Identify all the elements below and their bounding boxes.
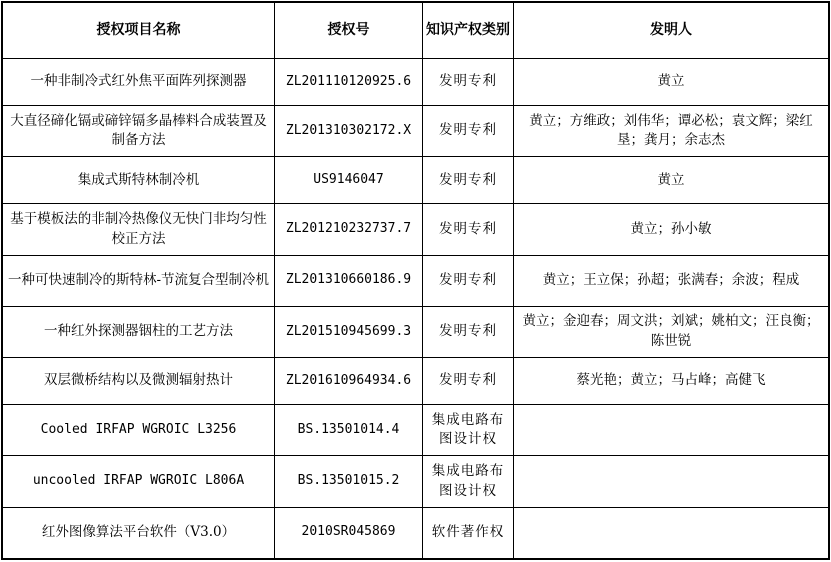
cell-inventors: 黄立；方维政；刘伟华；谭必松；袁文辉；梁红垦；龚月；余志杰 <box>514 106 829 157</box>
cell-inventors <box>514 456 829 507</box>
header-inventors: 发明人 <box>514 3 829 59</box>
cell-authorization-number: ZL201310302172.X <box>275 106 423 157</box>
cell-inventors: 黄立；王立保；孙超；张满春；余波；程成 <box>514 255 829 306</box>
table-row <box>3 358 829 405</box>
cell-project-name: 基于模板法的非制冷热像仪无快门非均匀性校正方法 <box>3 204 275 255</box>
cell-inventors: 黄立 <box>514 157 829 204</box>
cell-project-name: uncooled IRFAP WGROIC L806A <box>3 456 275 507</box>
cell-ip-type: 发明专利 <box>423 306 514 357</box>
cell-ip-type: 发明专利 <box>423 255 514 306</box>
cell-inventors: 蔡光艳；黄立；马占峰；高健飞 <box>514 358 829 405</box>
cell-ip-type: 集成电路布图设计权 <box>423 456 514 507</box>
cell-project-name: 双层微桥结构以及微测辐射热计 <box>3 358 275 405</box>
cell-authorization-number: ZL201210232737.7 <box>275 204 423 255</box>
cell-ip-type: 软件著作权 <box>423 507 514 558</box>
cell-inventors <box>514 507 829 558</box>
header-authorization-number: 授权号 <box>275 3 423 59</box>
cell-project-name: Cooled IRFAP WGROIC L3256 <box>3 405 275 456</box>
cell-authorization-number: ZL201310660186.9 <box>275 255 423 306</box>
table-row <box>3 405 829 456</box>
cell-project-name: 集成式斯特林制冷机 <box>3 157 275 204</box>
cell-authorization-number: US9146047 <box>275 157 423 204</box>
table-row <box>3 255 829 306</box>
cell-ip-type: 发明专利 <box>423 106 514 157</box>
table-row <box>3 157 829 204</box>
cell-ip-type: 集成电路布图设计权 <box>423 405 514 456</box>
table-row <box>3 456 829 507</box>
table-row <box>3 106 829 157</box>
cell-project-name: 一种红外探测器铟柱的工艺方法 <box>3 306 275 357</box>
cell-inventors <box>514 405 829 456</box>
cell-authorization-number: ZL201610964934.6 <box>275 358 423 405</box>
table-header-row <box>3 3 829 59</box>
cell-project-name: 一种非制冷式红外焦平面阵列探测器 <box>3 59 275 106</box>
cell-inventors: 黄立；孙小敏 <box>514 204 829 255</box>
cell-authorization-number: ZL201510945699.3 <box>275 306 423 357</box>
table-row <box>3 204 829 255</box>
cell-ip-type: 发明专利 <box>423 157 514 204</box>
table-row <box>3 507 829 558</box>
cell-project-name: 一种可快速制冷的斯特林-节流复合型制冷机 <box>3 255 275 306</box>
ip-table-container <box>1 1 830 560</box>
table-row <box>3 306 829 357</box>
cell-inventors: 黄立 <box>514 59 829 106</box>
cell-authorization-number: ZL201110120925.6 <box>275 59 423 106</box>
cell-ip-type: 发明专利 <box>423 204 514 255</box>
ip-authorization-table <box>2 2 829 559</box>
cell-ip-type: 发明专利 <box>423 358 514 405</box>
cell-inventors: 黄立；金迎春；周文洪；刘斌；姚柏文；汪良衡；陈世锐 <box>514 306 829 357</box>
cell-ip-type: 发明专利 <box>423 59 514 106</box>
header-ip-type: 知识产权类别 <box>423 3 514 59</box>
cell-authorization-number: BS.13501015.2 <box>275 456 423 507</box>
cell-authorization-number: 2010SR045869 <box>275 507 423 558</box>
table-row <box>3 59 829 106</box>
cell-authorization-number: BS.13501014.4 <box>275 405 423 456</box>
cell-project-name: 大直径碲化镉或碲锌镉多晶棒料合成装置及制备方法 <box>3 106 275 157</box>
header-project-name: 授权项目名称 <box>3 3 275 59</box>
cell-project-name: 红外图像算法平台软件（V3.0） <box>3 507 275 558</box>
